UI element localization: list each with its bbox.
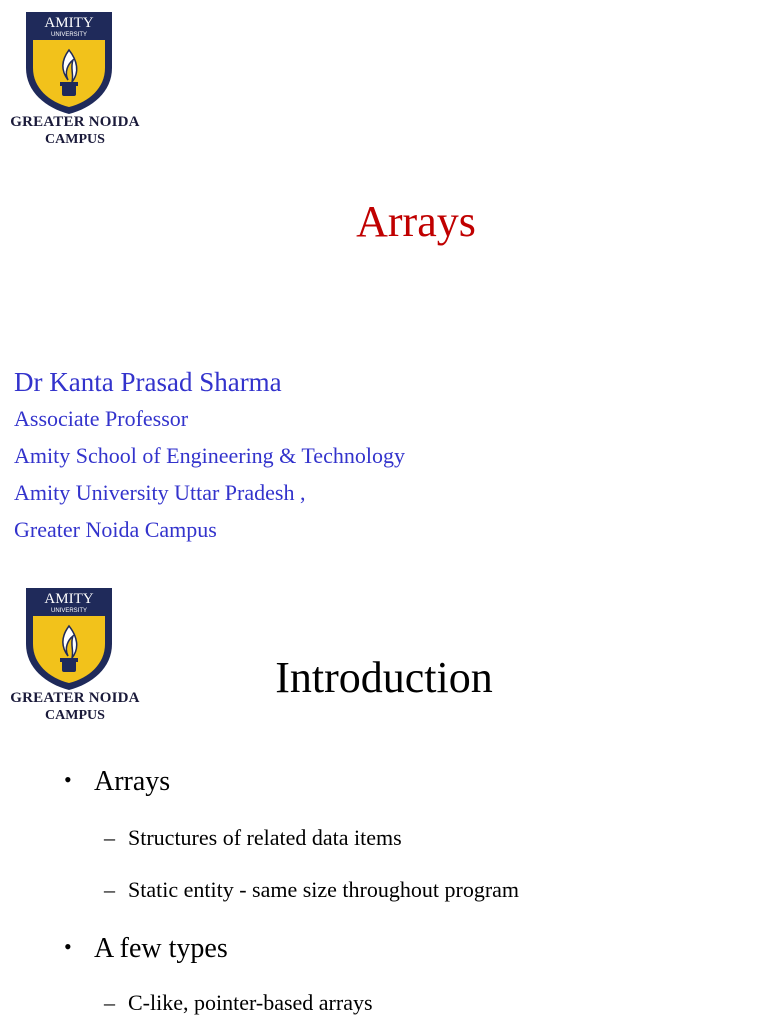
author-block <box>14 364 405 548</box>
logo-caption-line2: CAMPUS <box>45 132 105 147</box>
logo-caption-line2: CAMPUS <box>45 708 105 723</box>
logo-caption-line1: GREATER NOIDA <box>10 114 140 130</box>
logo-university-text: UNIVERSITY <box>50 608 88 614</box>
dash-icon: – <box>104 877 115 902</box>
bullet-dot-icon: • <box>64 767 72 792</box>
author-university: Amity University Uttar Pradesh , <box>14 480 306 505</box>
sub-bullet-item <box>104 877 519 903</box>
logo-caption <box>0 114 150 148</box>
sub-bullet-item <box>104 990 373 1016</box>
amity-logo <box>0 10 150 148</box>
dash-icon: – <box>104 825 115 850</box>
sub-bullet-text: C-like, pointer-based arrays <box>128 990 373 1015</box>
amity-shield-icon <box>0 10 150 114</box>
sub-bullet-text: Static entity - same size throughout program <box>128 877 520 902</box>
bullet-dot-icon: • <box>64 934 72 959</box>
slide-title: Arrays <box>356 197 476 246</box>
dash-icon: – <box>104 990 115 1015</box>
bullet-text: Arrays <box>94 766 171 797</box>
logo-university-text: UNIVERSITY <box>50 32 88 38</box>
logo-caption-line1: GREATER NOIDA <box>10 690 140 706</box>
author-campus: Greater Noida Campus <box>14 517 217 542</box>
bullet-text: A few types <box>94 933 228 964</box>
author-name: Dr Kanta Prasad Sharma <box>14 367 282 397</box>
author-school: Amity School of Engineering & Technology <box>14 443 405 468</box>
sub-bullet-item <box>104 825 402 851</box>
logo-amity-text: AMITY <box>44 591 94 607</box>
logo-amity-text: AMITY <box>44 15 94 31</box>
section-title: Introduction <box>275 653 493 702</box>
sub-bullet-text: Structures of related data items <box>128 825 402 850</box>
bullet-item <box>64 933 228 965</box>
bullet-item <box>64 766 170 798</box>
author-designation: Associate Professor <box>14 406 189 431</box>
